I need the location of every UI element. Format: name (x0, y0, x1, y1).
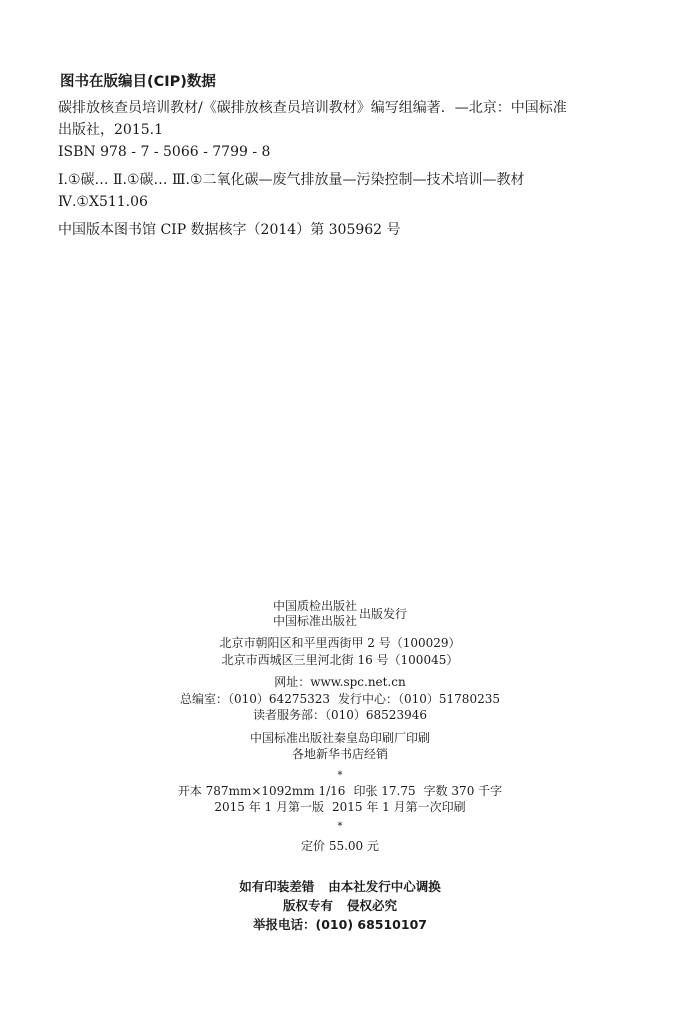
cip-isbn: ISBN 978 - 7 - 5066 - 7799 - 8 (58, 144, 271, 160)
publisher-address-2: 北京市西城区三里河北街 16 号（100045） (221, 652, 459, 667)
cip-heading: 图书在版编目(CIP)数据 (60, 74, 216, 90)
publisher-address-1: 北京市朝阳区和平里西街甲 2 号（100029） (219, 636, 461, 650)
copyright-notice (120, 896, 560, 915)
copyright-text: 版权专有 (282, 898, 333, 913)
defect-notice (120, 877, 560, 896)
publisher-website: 网址：www.spc.net.cn (274, 675, 406, 689)
cip-data-block (58, 70, 638, 241)
distributor-line: 各地新华书店经销 (291, 747, 388, 761)
notice-block (120, 877, 560, 934)
printing-info: 2015 年 1 月第一次印刷 (332, 800, 466, 814)
format-row (120, 783, 560, 800)
no-piracy-text: 侵权必究 (347, 898, 398, 913)
printed-sheets: 印张 17.75 (353, 783, 416, 798)
printer-line: 中国标准出版社秦皇岛印刷厂印刷 (249, 730, 430, 745)
cip-subjects-line-1: Ⅰ.①碳… Ⅱ.①碳… Ⅲ.①二氧化碳—废气排放量—污染控制—技术培训—教材 (58, 172, 525, 188)
edition-row (120, 799, 560, 816)
word-count: 字数 370 千字 (423, 783, 503, 798)
publisher-name-2: 中国标准出版社 (272, 614, 357, 628)
phone-editorial: 总编室：（010）64275323 (180, 691, 330, 706)
defect-suffix: 由本社发行中心调换 (328, 879, 441, 894)
separator-star-2: * (337, 820, 343, 832)
phone-row (120, 691, 560, 708)
cip-subjects-line-2: Ⅳ.①X511.06 (58, 194, 148, 210)
report-phone: 举报电话：(010) 68510107 (253, 917, 427, 932)
cip-record-number: 中国版本图书馆 CIP 数据核字（2014）第 305962 号 (58, 222, 401, 238)
price-line: 定价 55.00 元 (301, 838, 379, 853)
defect-prefix: 如有印装差错 (239, 879, 315, 894)
cip-title-line-2: 出版社，2015.1 (58, 122, 163, 138)
imprint-block (120, 598, 560, 854)
separator-star-1: * (337, 769, 343, 781)
phone-reader-service: 读者服务部：（010）68523946 (253, 708, 427, 722)
phone-distribution: 发行中心：（010）51780235 (338, 691, 500, 706)
book-format: 开本 787mm×1092mm 1/16 (177, 783, 346, 798)
publisher-name-1: 中国质检出版社 (272, 599, 357, 613)
edition-info: 2015 年 1 月第一版 (214, 800, 324, 814)
publish-suffix: 出版发行 (359, 606, 408, 621)
cip-title-line-1: 碳排放核查员培训教材/《碳排放核查员培训教材》编写组编著．—北京：中国标准 (58, 100, 567, 116)
publisher-group (273, 599, 407, 629)
